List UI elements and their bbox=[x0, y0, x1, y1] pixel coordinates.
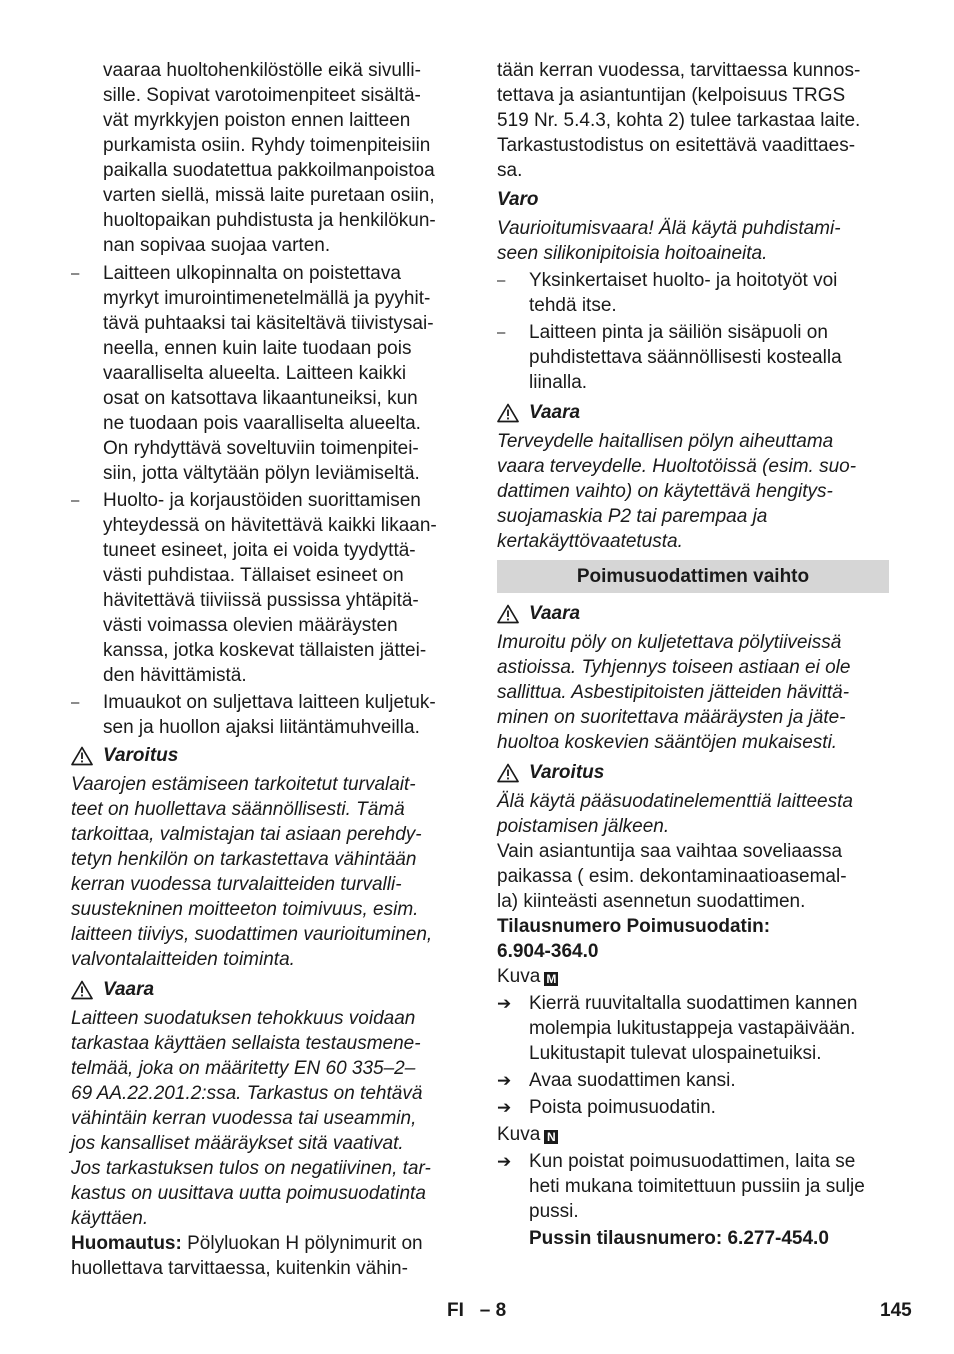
intro-paragraph bbox=[71, 58, 461, 258]
text-line: Jos tarkastuksen tulos on negatiivinen, tar- bbox=[71, 1158, 431, 1179]
caution-title: Varo bbox=[497, 189, 539, 210]
note-paragraph bbox=[71, 1231, 461, 1281]
text-line: tettava ja asiantuntijan (kelpoisuus TRGS bbox=[497, 85, 846, 106]
warning-triangle-icon bbox=[497, 403, 519, 423]
dash-bullet: – bbox=[71, 492, 80, 509]
list-item bbox=[497, 268, 889, 318]
list-item bbox=[71, 690, 461, 740]
list-item-text bbox=[103, 690, 461, 740]
text-line: Laitteen ulkopinnalta on poistettava bbox=[103, 263, 401, 284]
warning-triangle-icon bbox=[497, 604, 519, 624]
text-line: den hävittämistä. bbox=[103, 665, 247, 686]
warning-title: Varoitus bbox=[103, 745, 179, 766]
continued-paragraph bbox=[497, 58, 889, 183]
note-text-2: huollettava tarvittaessa, kuitenkin vähin- bbox=[71, 1258, 408, 1279]
specialist-paragraph bbox=[497, 839, 889, 914]
text-line: tarkastaa käyttäen sellaista testausmene- bbox=[71, 1033, 421, 1054]
left-column bbox=[71, 58, 461, 1281]
text-line: puhdistettava säännöllisesti kostealla bbox=[529, 347, 842, 368]
warning-heading-1 bbox=[71, 743, 461, 768]
text-line: Huolto- ja korjaustöiden suorittamisen bbox=[103, 490, 421, 511]
list-item bbox=[497, 1149, 889, 1224]
warning-text-1 bbox=[71, 772, 461, 972]
text-line: paikassa ( esim. dekontaminaatioasemal- bbox=[497, 866, 847, 887]
step-list-2 bbox=[497, 1149, 889, 1224]
list-item-text bbox=[103, 488, 461, 688]
text-line: vaaralliselta alueelta. Laitteen kaikki bbox=[103, 363, 407, 384]
text-line: hävitettävä tiiviissä pussissa yhtäpitä- bbox=[103, 590, 419, 611]
figure-reference-n bbox=[497, 1122, 889, 1147]
figure-label: Kuva bbox=[497, 966, 541, 987]
list-item bbox=[497, 1095, 889, 1120]
text-line: purkamista osiin. Ryhdy toimenpiteisiin bbox=[103, 135, 431, 156]
text-line: vaaraa huoltohenkilöstölle eikä sivulli- bbox=[103, 60, 421, 81]
text-line: molempia lukitustappeja vastapäivään. bbox=[529, 1018, 856, 1039]
danger-heading-1 bbox=[71, 977, 461, 1002]
warning-text-2 bbox=[497, 789, 889, 839]
text-line: yhteydessä on hävitettävä kaikki likaan- bbox=[103, 515, 437, 536]
text-line: tuneet esineet, joita ei voida tyydyttä- bbox=[103, 540, 416, 561]
list-item-text bbox=[529, 991, 889, 1066]
dash-bullet: – bbox=[497, 272, 506, 289]
text-line: Lukitustapit tulevat ulospainetuiksi. bbox=[529, 1043, 822, 1064]
text-line: Imuaukot on suljettava laitteen kuljetuk- bbox=[103, 692, 436, 713]
text-line: sa. bbox=[497, 160, 523, 181]
text-line: suustekninen moitteeton toimivuus, esim. bbox=[71, 899, 419, 920]
note-label: Huomautus: bbox=[71, 1233, 182, 1254]
text-line: dattimen vaihto) on käytettävä hengitys- bbox=[497, 481, 833, 502]
text-line: huoltoa koskevien sääntöjen mukaisesti. bbox=[497, 732, 838, 753]
text-line: huoltopaikan puhdistusta ja henkilökun- bbox=[103, 210, 436, 231]
bag-order-number: Pussin tilausnumero: 6.277-454.0 bbox=[529, 1228, 829, 1249]
caution-heading bbox=[497, 187, 889, 212]
warning-heading-2 bbox=[497, 760, 889, 785]
text-line: laitteen tiiviys, suodattimen vaurioituminen, bbox=[71, 924, 433, 945]
text-line: minen on suoritettava määräysten ja jäte- bbox=[497, 707, 846, 728]
arrow-right-icon: ➔ bbox=[497, 1098, 512, 1117]
text-line: neella, ennen kuin laite tuodaan pois bbox=[103, 338, 412, 359]
text-line: tetyn henkilön on tarkastettava vähintään bbox=[71, 849, 417, 870]
text-line: tehdä itse. bbox=[529, 295, 617, 316]
text-line: Älä käytä pääsuodatinelementtiä laitteesta bbox=[497, 791, 853, 812]
text-line: västi voimassa olevien määräysten bbox=[103, 615, 398, 636]
danger-heading-2 bbox=[497, 400, 889, 425]
text-line: seen silikonipitoisia hoitoaineita. bbox=[497, 243, 768, 264]
footer-lang: FI bbox=[447, 1300, 464, 1321]
dash-bullet: – bbox=[71, 694, 80, 711]
text-line: Vaarojen estämiseen tarkoitetut turvalait- bbox=[71, 774, 416, 795]
danger-title: Vaara bbox=[529, 402, 581, 423]
page-number: 145 bbox=[880, 1300, 912, 1321]
danger-text-1 bbox=[71, 1006, 461, 1231]
footer-page-marker: – 8 bbox=[479, 1300, 507, 1321]
list-item-text bbox=[529, 1068, 889, 1093]
text-line: Kierrä ruuvitaltalla suodattimen kannen bbox=[529, 993, 858, 1014]
list-item-text bbox=[529, 1095, 889, 1120]
warning-triangle-icon bbox=[497, 763, 519, 783]
text-line: osat on katsottava likaantuneiksi, kun bbox=[103, 388, 418, 409]
text-line: varten siellä, missä laite puretaan osiin, bbox=[103, 185, 435, 206]
arrow-right-icon: ➔ bbox=[497, 1071, 512, 1090]
text-line: sallittua. Asbestipitoisten jätteiden hävittä- bbox=[497, 682, 850, 703]
text-line: Imuroitu pöly on kuljetettava pölytiiveissä bbox=[497, 632, 842, 653]
arrow-right-icon: ➔ bbox=[497, 994, 512, 1013]
list-item-text bbox=[529, 320, 889, 395]
text-line: telmää, joka on määritetty EN 60 335–2– bbox=[71, 1058, 416, 1079]
text-line: Vain asiantuntija saa vaihtaa soveliaassa bbox=[497, 841, 843, 862]
text-line: sen ja huollon ajaksi liitäntämuhveilla. bbox=[103, 717, 420, 738]
text-line: Laitteen pinta ja säiliön sisäpuoli on bbox=[529, 322, 828, 343]
text-line: 69 AA.22.201.2:ssa. Tarkastus on tehtävä bbox=[71, 1083, 423, 1104]
text-line: liinalla. bbox=[529, 372, 588, 393]
dash-bullet: – bbox=[71, 265, 80, 282]
text-line: la) kiinteästi asennetun suodattimen. bbox=[497, 891, 806, 912]
figure-letter-n-icon: N bbox=[544, 1130, 558, 1144]
list-item bbox=[497, 320, 889, 395]
text-line: tävä puhtaaksi tai käsiteltävä tiivistysai- bbox=[103, 313, 434, 334]
list-item bbox=[497, 991, 889, 1066]
text-line: poistamisen jälkeen. bbox=[497, 816, 670, 837]
caution-text bbox=[497, 216, 889, 266]
text-line: Laitteen suodatuksen tehokkuus voidaan bbox=[71, 1008, 416, 1029]
text-line: Avaa suodattimen kansi. bbox=[529, 1070, 736, 1091]
text-line: siin, jotta vältytään pölyn leviämiseltä. bbox=[103, 463, 420, 484]
left-bullet-list bbox=[71, 261, 461, 740]
arrow-right-icon: ➔ bbox=[497, 1152, 512, 1171]
figure-label: Kuva bbox=[497, 1124, 541, 1145]
text-line: kanssa, jotka koskevat tällaisten jättei- bbox=[103, 640, 427, 661]
text-line: On ryhdyttävä soveltuviin toimenpitei- bbox=[103, 438, 419, 459]
warning-title: Varoitus bbox=[529, 762, 605, 783]
text-line: Poista poimusuodatin. bbox=[529, 1097, 716, 1118]
list-item bbox=[497, 1068, 889, 1093]
right-column bbox=[497, 58, 889, 1251]
text-line: vaara terveydelle. Huoltotöissä (esim. suo- bbox=[497, 456, 857, 477]
text-line: teet on huollettava säännöllisesti. Tämä bbox=[71, 799, 405, 820]
danger-title: Vaara bbox=[103, 979, 155, 1000]
text-line: Tarkastustodistus on esitettävä vaadittaes- bbox=[497, 135, 856, 156]
text-line: västi puhdistaa. Tällaiset esineet on bbox=[103, 565, 404, 586]
text-line: kertakäyttövaatetusta. bbox=[497, 531, 683, 552]
text-line: paikalla suodatettua pakkoilmanpoistoa bbox=[103, 160, 435, 181]
step-list-1 bbox=[497, 991, 889, 1120]
list-item-text bbox=[103, 261, 461, 486]
text-line: kerran vuodessa turvalaitteiden turvalli- bbox=[71, 874, 402, 895]
figure-reference-m bbox=[497, 964, 889, 989]
danger-text-3 bbox=[497, 630, 889, 755]
text-line: Kun poistat poimusuodattimen, laita se bbox=[529, 1151, 856, 1172]
right-bullet-list bbox=[497, 268, 889, 395]
text-line: sille. Sopivat varotoimenpiteet sisältä- bbox=[103, 85, 421, 106]
text-line: ne tuodaan pois vaaralliselta alueelta. bbox=[103, 413, 421, 434]
text-line: suojamaskia P2 tai parempaa ja bbox=[497, 506, 768, 527]
figure-letter-m-icon: M bbox=[546, 972, 557, 986]
text-line: vät myrkkyjen poiston ennen laitteen bbox=[103, 110, 411, 131]
danger-text-2 bbox=[497, 429, 889, 554]
text-line: jos kansalliset määräykset sitä vaativat. bbox=[71, 1133, 404, 1154]
text-line: astioissa. Tyhjennys toiseen astiaan ei ole bbox=[497, 657, 851, 678]
danger-heading-3 bbox=[497, 601, 889, 626]
text-line: vähintäin kerran vuodessa tai useammin, bbox=[71, 1108, 417, 1129]
list-item-text bbox=[529, 1149, 889, 1224]
text-line: Terveydelle haitallisen pölyn aiheuttama bbox=[497, 431, 834, 452]
warning-triangle-icon bbox=[71, 746, 93, 766]
order-number-label: Tilausnumero Poimusuodatin: bbox=[497, 916, 771, 937]
text-line: 519 Nr. 5.4.3, kohta 2) tulee tarkastaa laite. bbox=[497, 110, 861, 131]
note-text-1: Pölyluokan H pölynimurit on bbox=[181, 1233, 423, 1254]
text-line: heti mukana toimitettuun pussiin ja sulje bbox=[529, 1176, 865, 1197]
warning-triangle-icon bbox=[71, 980, 93, 1000]
footer-language-marker bbox=[447, 1298, 506, 1323]
text-line: tään kerran vuodessa, tarvittaessa kunnos- bbox=[497, 60, 861, 81]
text-line: valvontalaitteiden toiminta. bbox=[71, 949, 295, 970]
list-item bbox=[71, 488, 461, 688]
text-line: myrkyt imurointimenetelmällä ja pyyhit- bbox=[103, 288, 431, 309]
text-line: nan sopivaa suojaa varten. bbox=[103, 235, 331, 256]
text-line: tarkoittaa, valmistajan tai asiaan perehdy- bbox=[71, 824, 422, 845]
list-item-text bbox=[529, 268, 889, 318]
text-line: Vaurioitumisvaara! Älä käytä puhdistami- bbox=[497, 218, 841, 239]
text-line: kastus on uusittava uutta poimusuodatinta bbox=[71, 1183, 426, 1204]
dash-bullet: – bbox=[497, 324, 506, 341]
text-line: Yksinkertaiset huolto- ja hoitotyöt voi bbox=[529, 270, 838, 291]
order-number-value: 6.904-364.0 bbox=[497, 941, 599, 962]
section-heading: Poimusuodattimen vaihto bbox=[497, 560, 889, 593]
text-line: pussi. bbox=[529, 1201, 579, 1222]
text-line: käyttäen. bbox=[71, 1208, 149, 1229]
danger-title: Vaara bbox=[529, 603, 581, 624]
list-item bbox=[71, 261, 461, 486]
